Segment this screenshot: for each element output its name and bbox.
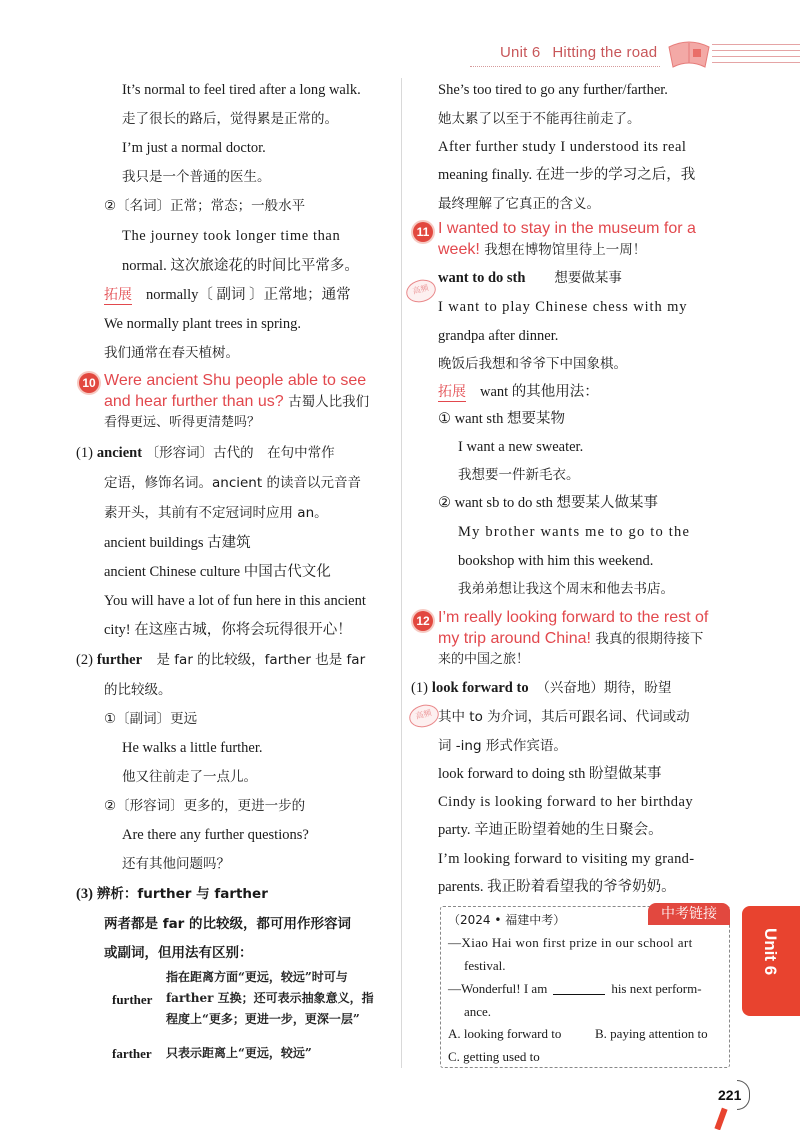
key-sentence-en: my trip around China!: [438, 630, 591, 647]
example-en: She’s too tired to go any further/farther.: [438, 82, 668, 98]
unit-side-tab-label: Unit 6: [761, 928, 780, 976]
example-zh: 我弟弟想让我这个周末和他去书店。: [458, 581, 674, 597]
key-sentence-en: and hear further than us?: [104, 393, 284, 410]
compare-title: 辨析：further 与 farther: [96, 886, 268, 902]
header-decor-lines: [712, 44, 800, 68]
expand-tag: 拓展: [104, 287, 132, 303]
compare-desc-line: 程度上“更多；更进一步，更深一层”: [166, 1012, 360, 1026]
point-note: 其中 to 为介词，其后可跟名词、代词或动: [438, 709, 690, 725]
example: Cindy is looking forward to her birthday: [438, 794, 694, 810]
key-sentence: I’m really looking forward to the rest of: [438, 609, 709, 626]
book-emblem-icon: [665, 37, 713, 71]
sense-heading: ②〔形容词〕更多的，更进一步的: [104, 798, 306, 814]
high-frequency-stamp-icon: 高频: [404, 276, 439, 305]
usage-heading: ② want sb to do sth 想要某人做某事: [438, 495, 659, 511]
example-en: bookshop with him this weekend.: [458, 553, 654, 569]
expand-tag: 拓展: [438, 384, 466, 400]
example-mixed: normal. 这次旅途花的时间比平常多。: [122, 258, 359, 274]
example-zh: 还有其他问题吗？: [122, 856, 230, 872]
example-zh: 我们通常在春天植树。: [104, 345, 239, 361]
phrase-meaning: 想要做某事: [554, 270, 622, 286]
exam-dialog-line: ance.: [464, 1004, 492, 1019]
running-header: [500, 44, 657, 61]
example-en: He walks a little further.: [122, 740, 263, 756]
phrase-heading: [438, 268, 622, 288]
example-zh: 最终理解了它真正的含义。: [438, 196, 600, 212]
key-sentence: [104, 392, 369, 412]
expand-text: want 的其他用法：: [480, 384, 599, 400]
point-heading: [411, 678, 671, 698]
example: I’m looking forward to visiting my grand-: [438, 851, 695, 867]
expand-note: [438, 382, 599, 402]
example: party. 辛迪正盼望着她的生日聚会。: [438, 822, 663, 838]
example-zh: 我想要一件新毛衣。: [458, 467, 580, 483]
point-def: （兴奋地）期待，盼望: [543, 680, 672, 696]
compare-desc-further: [166, 967, 374, 1030]
header-unit: Unit 6: [500, 44, 541, 61]
example-zh: 她太累了以至于不能再往前走了。: [438, 111, 641, 127]
point-note: 的比较级。: [104, 682, 172, 698]
point-heading: [76, 650, 365, 670]
point-def: 〔形容词〕古代的 在句中常作: [145, 445, 335, 461]
key-sentence-zh: 我想在博物馆里待上一周！: [484, 242, 647, 258]
compare-word-farther: farther: [112, 1046, 152, 1061]
phrase: want to do sth: [438, 270, 526, 286]
example-zh: 他又往前走了一点儿。: [122, 769, 257, 785]
high-frequency-stamp-icon: 高频: [407, 701, 442, 730]
key-sentence: [438, 240, 646, 260]
example-zh: 走了很长的路后，觉得累是正常的。: [122, 111, 338, 127]
example: look forward to doing sth 盼望做某事: [438, 766, 662, 782]
answer-blank[interactable]: [553, 994, 605, 995]
example: city! 在这座古城，你将会玩得很开心！: [104, 622, 352, 638]
compare-word-further: further: [112, 992, 153, 1007]
example-en: We normally plant trees in spring.: [104, 316, 301, 332]
example-en: My brother wants me to go to the: [458, 524, 691, 540]
point-number: (1): [76, 445, 93, 461]
example-zh: 我只是一个普通的医生。: [122, 169, 271, 185]
key-sentence-zh: 看得更远、听得更清楚吗？: [104, 415, 261, 430]
point-number: (2): [76, 652, 93, 668]
key-sentence: [438, 629, 703, 649]
exam-dialog-line: festival.: [464, 958, 506, 973]
column-divider: [401, 78, 402, 1068]
exam-option-a[interactable]: A. looking forward to: [448, 1026, 562, 1041]
example-en: It’s normal to feel tired after a long walk.: [122, 82, 361, 98]
example-en: grandpa after dinner.: [438, 328, 559, 344]
exam-dialog-text: his next perform-: [611, 981, 702, 996]
item-number-badge: 11: [413, 222, 433, 242]
example: parents. 我正盼着看望我的爷爷奶奶。: [438, 879, 676, 895]
point-number: (1): [411, 680, 428, 696]
point-note: 定语，修饰名词。ancient 的读音以元音音: [104, 475, 361, 491]
exam-source: （2024 • 福建中考）: [448, 913, 566, 927]
item-number-badge: 10: [79, 373, 99, 393]
compare-desc-line: farther 互换；还可表示抽象意义，指: [166, 991, 374, 1005]
expand-note: [104, 285, 351, 305]
sense-heading: ②〔名词〕正常；常态；一般水平: [104, 198, 306, 214]
example: ancient Chinese culture 中国古代文化: [104, 564, 331, 580]
compare-desc-line: 指在距离方面“更远，较远”时可与: [166, 970, 348, 984]
usage-heading: ① want sth 想要某物: [438, 411, 565, 427]
example: You will have a lot of fun here in this ancient: [104, 593, 366, 609]
point-heading: [76, 884, 268, 904]
point-number: (3): [76, 886, 93, 902]
compare-desc-farther: 只表示距离上“更远，较远”: [166, 1046, 312, 1060]
key-sentence-zh: 古蜀人比我们: [288, 394, 370, 410]
example-mixed: meaning finally. 在进一步的学习之后，我: [438, 167, 696, 183]
expand-text: normally〔 副词 〕正常地；通常: [146, 287, 351, 303]
point-note: 词 -ing 形式作宾语。: [438, 738, 567, 754]
page-number: 221: [718, 1087, 742, 1103]
key-sentence-en: week!: [438, 241, 480, 258]
example: ancient buildings 古建筑: [104, 535, 251, 551]
example-en: I want a new sweater.: [458, 439, 584, 455]
exam-dialog-text: —Wonderful! I am: [448, 981, 548, 996]
point-word: further: [96, 652, 143, 668]
key-sentence-zh: 来的中国之旅！: [438, 652, 530, 667]
example-en: After further study I understood its real: [438, 139, 687, 155]
unit-side-tab: [742, 906, 800, 1016]
exam-option-b[interactable]: B. paying attention to: [595, 1026, 708, 1041]
point-word: look forward to: [431, 680, 529, 696]
point-def: 是 far 的比较级，farther 也是 far: [156, 652, 366, 668]
key-sentence-zh: 我真的很期待接下: [595, 631, 704, 647]
example-en: I want to play Chinese chess with my: [438, 299, 688, 315]
header-dotted-rule: [470, 66, 660, 67]
exam-option-c[interactable]: C. getting used to: [448, 1049, 540, 1064]
key-sentence: I wanted to stay in the museum for a: [438, 220, 696, 237]
key-sentence: Were ancient Shu people able to see: [104, 372, 367, 389]
exam-dialog-line: —Xiao Hai won first prize in our school art: [448, 935, 693, 950]
exam-link-tab: 中考链接: [648, 903, 730, 925]
example-en: I’m just a normal doctor.: [122, 140, 266, 156]
example-en: Are there any further questions?: [122, 827, 309, 843]
compare-intro: 或副词，但用法有区别：: [104, 945, 253, 961]
point-word: ancient: [96, 445, 143, 461]
item-number-badge: 12: [413, 611, 433, 631]
sense-heading: ①〔副词〕更远: [104, 711, 198, 727]
page-ribbon-mark: [714, 1108, 727, 1130]
header-title: Hitting the road: [552, 44, 658, 61]
point-heading: [76, 443, 335, 463]
point-note: 素开头，其前有不定冠词时应用 an。: [104, 505, 328, 521]
example-en: The journey took longer time than: [122, 228, 341, 244]
compare-intro: 两者都是 far 的比较级，都可用作形容词: [104, 916, 352, 932]
exam-dialog-line: [448, 980, 702, 998]
example-zh: 晚饭后我想和爷爷下中国象棋。: [438, 356, 627, 372]
